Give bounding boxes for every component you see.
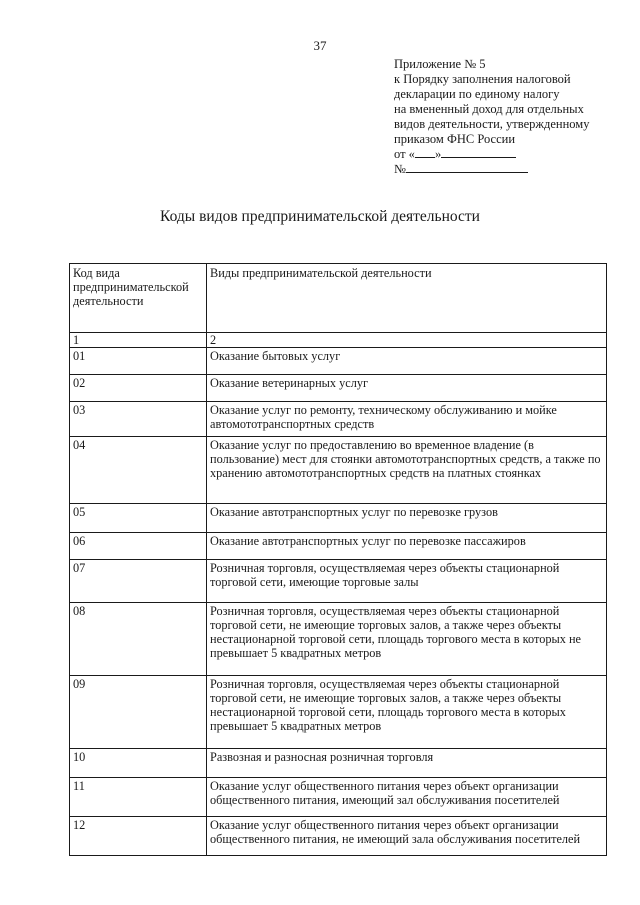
column-number: 2 <box>207 333 607 348</box>
activity-code: 10 <box>70 749 207 778</box>
appendix-line: к Порядку заполнения налоговой <box>394 72 571 86</box>
activity-name: Оказание услуг по предоставлению во временное владение (в пользование) мест для стоянки автомототранспортных средств, а также по хранению автомототранспортных средств на платных стоянках <box>207 437 607 504</box>
activity-name: Оказание автотранспортных услуг по перевозке грузов <box>207 504 607 533</box>
document-title: Коды видов предпринимательской деятельности <box>160 208 480 225</box>
appendix-line: на вмененный доход для отдельных <box>394 102 584 116</box>
activity-code: 11 <box>70 778 207 817</box>
number-blank <box>406 172 528 173</box>
table-body <box>70 348 607 856</box>
header-code: Код вида предпринимательской деятельности <box>70 264 207 333</box>
appendix-line: видов деятельности, утвержденному <box>394 117 590 131</box>
table-row <box>70 348 607 375</box>
activity-name: Оказание услуг общественного питания через объект организации общественного питания, имеющий зал обслуживания посетителей <box>207 778 607 817</box>
table-row <box>70 749 607 778</box>
activity-code: 05 <box>70 504 207 533</box>
activity-name: Розничная торговля, осуществляемая через объекты стационарной торговой сети, имеющие торговые залы <box>207 560 607 603</box>
activity-code: 12 <box>70 817 207 856</box>
table-header-row <box>70 264 607 333</box>
table-row <box>70 375 607 402</box>
table-row <box>70 676 607 749</box>
column-number: 1 <box>70 333 207 348</box>
date-mid: » <box>434 147 442 161</box>
table-row <box>70 504 607 533</box>
appendix-number-line <box>394 162 624 177</box>
activity-code: 04 <box>70 437 207 504</box>
table-row <box>70 560 607 603</box>
activity-codes-table <box>69 263 607 856</box>
activity-code: 08 <box>70 603 207 676</box>
appendix-line: Приложение № 5 <box>394 57 486 71</box>
activity-code: 02 <box>70 375 207 402</box>
activity-name: Оказание услуг общественного питания через объект организации общественного питания, не имеющий зала обслуживания посетителей <box>207 817 607 856</box>
activity-name: Оказание бытовых услуг <box>207 348 607 375</box>
date-day-blank <box>415 157 435 158</box>
table-row <box>70 437 607 504</box>
activity-name: Оказание услуг по ремонту, техническому обслуживанию и мойке автомототранспортных средств <box>207 402 607 437</box>
appendix-line: декларации по единому налогу <box>394 87 560 101</box>
column-number-row <box>70 333 607 348</box>
appendix-date-line <box>394 147 624 162</box>
appendix-line: приказом ФНС России <box>394 132 516 146</box>
activity-name: Розничная торговля, осуществляемая через объекты стационарной торговой сети, не имеющие торговых залов, а также через объекты нестационарной торговой сети, площадь торгового места в которых не превышает 5 квадратных метров <box>207 603 607 676</box>
activity-name: Оказание ветеринарных услуг <box>207 375 607 402</box>
activity-name: Розничная торговля, осуществляемая через объекты стационарной торговой сети, не имеющие торговых залов, а также через объекты нестационарной торговой сети, площадь торгового места в которых превышает 5 квадратных метров <box>207 676 607 749</box>
activity-code: 03 <box>70 402 207 437</box>
appendix-block <box>394 57 624 177</box>
table-row <box>70 778 607 817</box>
page-number: 37 <box>313 38 327 53</box>
activity-code: 07 <box>70 560 207 603</box>
activity-code: 09 <box>70 676 207 749</box>
table-row <box>70 817 607 856</box>
activity-name: Развозная и разносная розничная торговля <box>207 749 607 778</box>
date-prefix: от « <box>394 147 415 161</box>
table-row <box>70 533 607 560</box>
table-row <box>70 603 607 676</box>
activity-code: 01 <box>70 348 207 375</box>
table-row <box>70 402 607 437</box>
activity-code: 06 <box>70 533 207 560</box>
header-activity: Виды предпринимательской деятельности <box>207 264 607 333</box>
date-blank <box>441 157 516 158</box>
number-prefix: № <box>394 162 406 176</box>
activity-name: Оказание автотранспортных услуг по перевозке пассажиров <box>207 533 607 560</box>
